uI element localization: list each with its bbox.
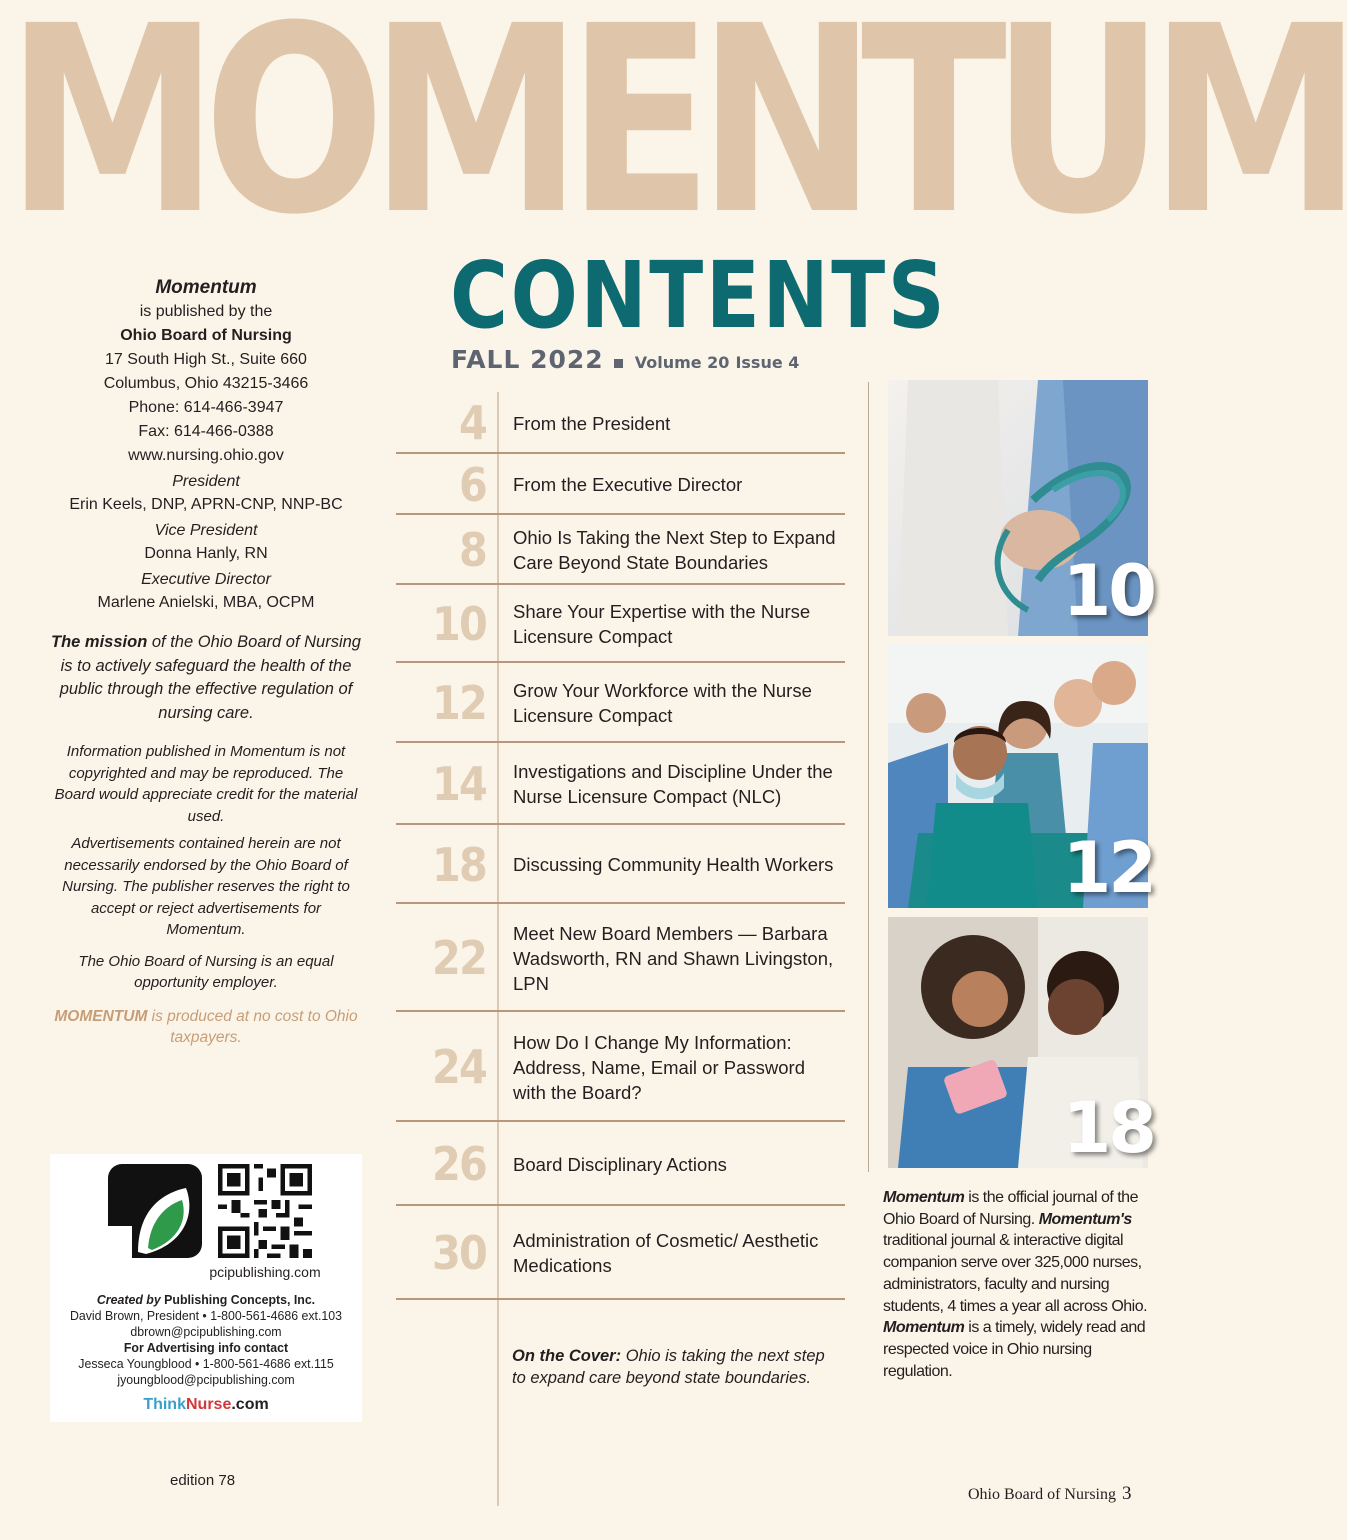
org-name: Ohio Board of Nursing [120, 327, 292, 344]
toc-item[interactable] [396, 663, 845, 743]
toc-item[interactable] [396, 904, 845, 1012]
publisher-column [50, 276, 362, 1049]
brand-com: .com [231, 1396, 269, 1413]
footer-org: Ohio Board of Nursing [968, 1486, 1116, 1503]
toc-item[interactable] [396, 585, 845, 663]
pci-contact-info [58, 1292, 354, 1388]
edition-label: edition 78 [170, 1472, 236, 1489]
photo-nurse-team[interactable] [888, 643, 1154, 909]
ads-heading: For Advertising info contact [123, 1340, 289, 1355]
ed-name: Marlene Anielski, MBA, OCPM [97, 594, 315, 611]
photo-divider [868, 382, 869, 1172]
issue-number: Issue 4 [735, 353, 800, 372]
toc-item-title: Ohio Is Taking the Next Step to Expand Care Beyond State Boundaries [513, 527, 836, 573]
toc-item[interactable] [396, 743, 845, 825]
photo-page-number: 10 [1062, 550, 1154, 632]
toc-item[interactable] [396, 1122, 845, 1206]
toc-item-title: Share Your Expertise with the Nurse Licensure Compact [513, 601, 811, 647]
toc-item-title: Meet New Board Members — Barbara Wadsworth, RN and Shawn Livingston, LPN [513, 922, 834, 994]
square-bullet-icon [614, 359, 623, 368]
toc-item[interactable] [396, 515, 845, 585]
toc-page-number: 12 [431, 676, 486, 730]
president-title: President [172, 473, 240, 490]
toc-page-number: 10 [431, 597, 486, 651]
toc-item-title: Administration of Cosmetic/ Aesthetic Medications [513, 1230, 819, 1276]
toc-page-number: 6 [458, 457, 486, 512]
toc-page-number: 30 [431, 1226, 486, 1280]
created-by-line [58, 1292, 354, 1308]
about-momentum-2: Momentum's [1038, 1210, 1132, 1228]
toc-item-title: From the Executive Director [513, 474, 743, 495]
toc-item-title: Investigations and Discipline Under the Nurse Licensure Compact (NLC) [513, 761, 833, 807]
toc-page-number: 24 [431, 1040, 486, 1094]
ads-note: Advertisements contained herein are not necessarily endorsed by the Ohio Board of Nursing. The publisher reserves the right to accept or reject advertisements for Momentum. [62, 835, 350, 938]
about-momentum [883, 1187, 1153, 1382]
president-name: Erin Keels, DNP, APRN-CNP, NNP-BC [69, 496, 343, 513]
toc-item[interactable] [396, 392, 845, 454]
about-momentum-1: Momentum [883, 1189, 965, 1206]
photo-page-number: 12 [1062, 827, 1154, 909]
pci-logo-icon [108, 1164, 202, 1258]
toc-page-number: 22 [431, 931, 486, 985]
ed-title: Executive Director [141, 571, 271, 588]
toc-item[interactable] [396, 1012, 845, 1122]
created-by-lead: Created by [96, 1292, 161, 1307]
brand-nurse: Nurse [185, 1396, 232, 1413]
ads-contact: Jesseca Youngblood • 1-800-561-4686 ext.115 [78, 1356, 334, 1371]
toc-page-number: 26 [431, 1137, 486, 1191]
contents-title: CONTENTS [450, 242, 948, 349]
page-footer [968, 1483, 1131, 1505]
published-by: is published by the [139, 303, 273, 320]
issue-volume: Volume 20 [634, 353, 730, 372]
about-text-1: is the official journal of the Ohio Board of Nursing. [883, 1189, 1138, 1228]
mission-text: of the Ohio Board of Nursing is to actively safeguard the health of the public through the effective regulation of nursing care. [59, 633, 361, 722]
cost-note [50, 1006, 362, 1049]
phone: Phone: 614-466-3947 [128, 399, 284, 416]
toc-item-title: Board Disciplinary Actions [513, 1153, 727, 1175]
pci-url-link[interactable]: pcipublishing.com [209, 1264, 321, 1280]
toc-page-number: 8 [458, 523, 486, 577]
eoe-note: The Ohio Board of Nursing is an equal opportunity employer. [78, 952, 334, 991]
toc-item[interactable] [396, 454, 845, 515]
masthead [6, 0, 1347, 271]
brand-think: Think [143, 1396, 186, 1413]
about-text-3: is a timely, widely read and respected voice in Ohio nursing regulation. [883, 1319, 1146, 1380]
qr-code-icon[interactable] [218, 1164, 312, 1258]
issue-season: FALL 2022 [451, 345, 604, 374]
address-line-1: 17 South High St., Suite 660 [105, 351, 307, 368]
masthead-title: MOMENTUM [6, 0, 1347, 271]
photo-page-number: 18 [1062, 1087, 1154, 1169]
pci-publisher-box [50, 1154, 362, 1422]
created-by-name: Publishing Concepts, Inc. [160, 1292, 316, 1307]
mission-lead: The mission [51, 633, 148, 651]
address-line-2: Columbus, Ohio 43215-3466 [103, 375, 309, 392]
pci-president-email[interactable]: dbrown@pcipublishing.com [130, 1324, 282, 1339]
photo-stethoscope[interactable] [888, 380, 1154, 636]
toc-page-number: 18 [431, 837, 486, 892]
page-number: 3 [1121, 1483, 1132, 1504]
ads-email[interactable]: jyoungblood@pcipublishing.com [117, 1372, 295, 1387]
toc-item[interactable] [396, 1206, 845, 1300]
cover-note [512, 1345, 832, 1389]
cover-note-lead: On the Cover: [512, 1347, 622, 1365]
toc-page-number: 14 [431, 757, 486, 811]
vp-name: Donna Hanly, RN [144, 545, 268, 562]
toc-page-number: 4 [458, 396, 486, 450]
toc-item[interactable] [396, 825, 845, 904]
toc-item-title: Grow Your Workforce with the Nurse Licensure Compact [513, 680, 812, 726]
about-momentum-3: Momentum [883, 1319, 965, 1337]
issue-line [451, 345, 799, 374]
cover-note-text: Ohio is taking the next step to expand care beyond state boundaries. [512, 1347, 825, 1387]
magazine-name: Momentum [155, 277, 257, 298]
fax: Fax: 614-466-0388 [138, 423, 274, 440]
pci-president-line: David Brown, President • 1-800-561-4686 ext.103 [69, 1308, 343, 1323]
thinknurse-link[interactable] [50, 1396, 362, 1414]
vp-title: Vice President [154, 522, 258, 539]
photo-nurse-patient[interactable] [888, 917, 1154, 1169]
toc-item-title: From the President [513, 412, 671, 434]
website-link[interactable]: www.nursing.ohio.gov [128, 447, 284, 464]
cost-lead: MOMENTUM [54, 1007, 148, 1025]
mission-statement [50, 631, 362, 725]
toc-item-title: Discussing Community Health Workers [513, 854, 834, 875]
cost-text: is produced at no cost to Ohio taxpayers. [147, 1007, 358, 1046]
toc-item-title: How Do I Change My Information: Address, Name, Email or Password with the Board? [513, 1031, 805, 1103]
copyright-note: Information published in Momentum is not copyrighted and may be reproduced. The Board would appreciate credit for the material used. [54, 743, 358, 825]
about-text-2: traditional journal & interactive digital companion serve over 325,000 nurses, administrators, faculty and nursing students, 4 times a year all across Ohio. [883, 1232, 1148, 1315]
